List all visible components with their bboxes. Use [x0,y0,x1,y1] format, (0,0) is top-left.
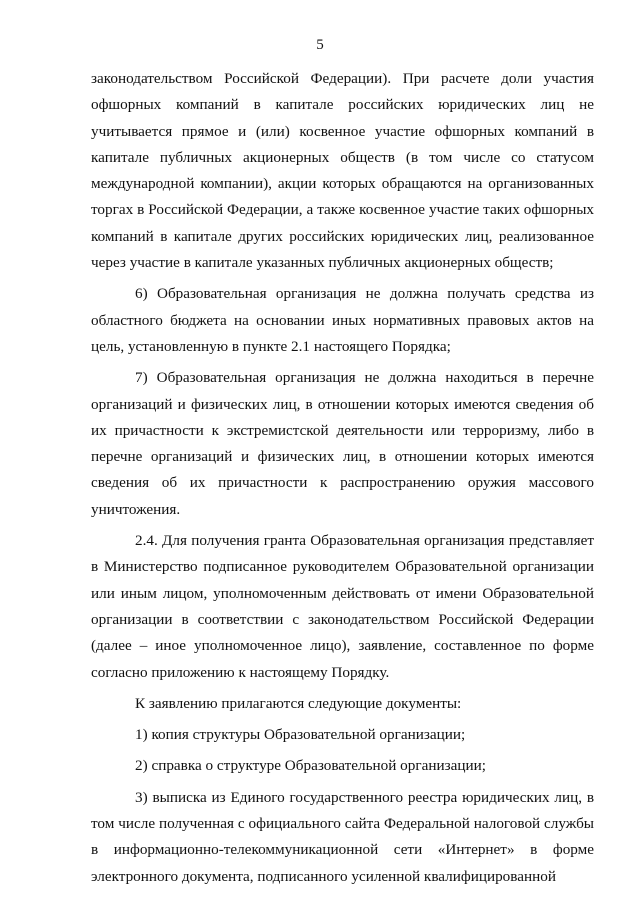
paragraph-attachment-1: 1) копия структуры Образовательной организации; [135,726,466,744]
paragraph-attachments-intro: К заявлению прилагаются следующие документы: [135,694,462,712]
paragraph-section-2-4: 2.4. Для получения гранта Образовательная организация представляет в Министерство подписанное руководителем Образовательной организации или иным лицом, уполномоченным действовать от имени Образовательной организации в соответствии с законодательством Российской Федерации (далее – иное уполномоченное лицо), заявление, составленное по форме согласно приложению к настоящему Порядку. [91,532,594,681]
page-number: 5 [316,37,324,53]
paragraph-continuation: законодательством Российской Федерации). При расчете доли участия офшорных компаний в капитале российских юридических лиц не учитывается прямое и (или) косвенное участие офшорных компаний в капитале публичных акционерных обществ (в том числе со статусом международной компании), акции которых обращаются на организованных торгах в Российской Федерации, а также косвенное участие таких офшорных компаний в капитале других российских юридических лиц, реализованное через участие в капитале указанных публичных акционерных обществ; [91,70,594,272]
paragraph-attachment-3: 3) выписка из Единого государственного реестра юридических лиц, в том числе полученная с официального сайта Федеральной налоговой службы в информационно-телекоммуникационной сети «Интернет» в форме электронного документа, подписанного усиленной квалифицированной [91,788,594,885]
document-body [91,66,594,890]
paragraph-item-6: 6) Образовательная организация не должна получать средства из областного бюджета на основании иных нормативных правовых актов на цель, установленную в пункте 2.1 настоящего Порядка; [91,285,594,355]
paragraph-attachment-2: 2) справка о структуре Образовательной организации; [135,757,486,775]
paragraph-item-7: 7) Образовательная организация не должна находиться в перечне организаций и физических лиц, в отношении которых имеются сведения об их причастности к экстремистской деятельности или терроризму, либо в перечне организаций и физических лиц, в отношении которых имеются сведения об их причастности к распространению оружия массового уничтожения. [91,369,594,518]
